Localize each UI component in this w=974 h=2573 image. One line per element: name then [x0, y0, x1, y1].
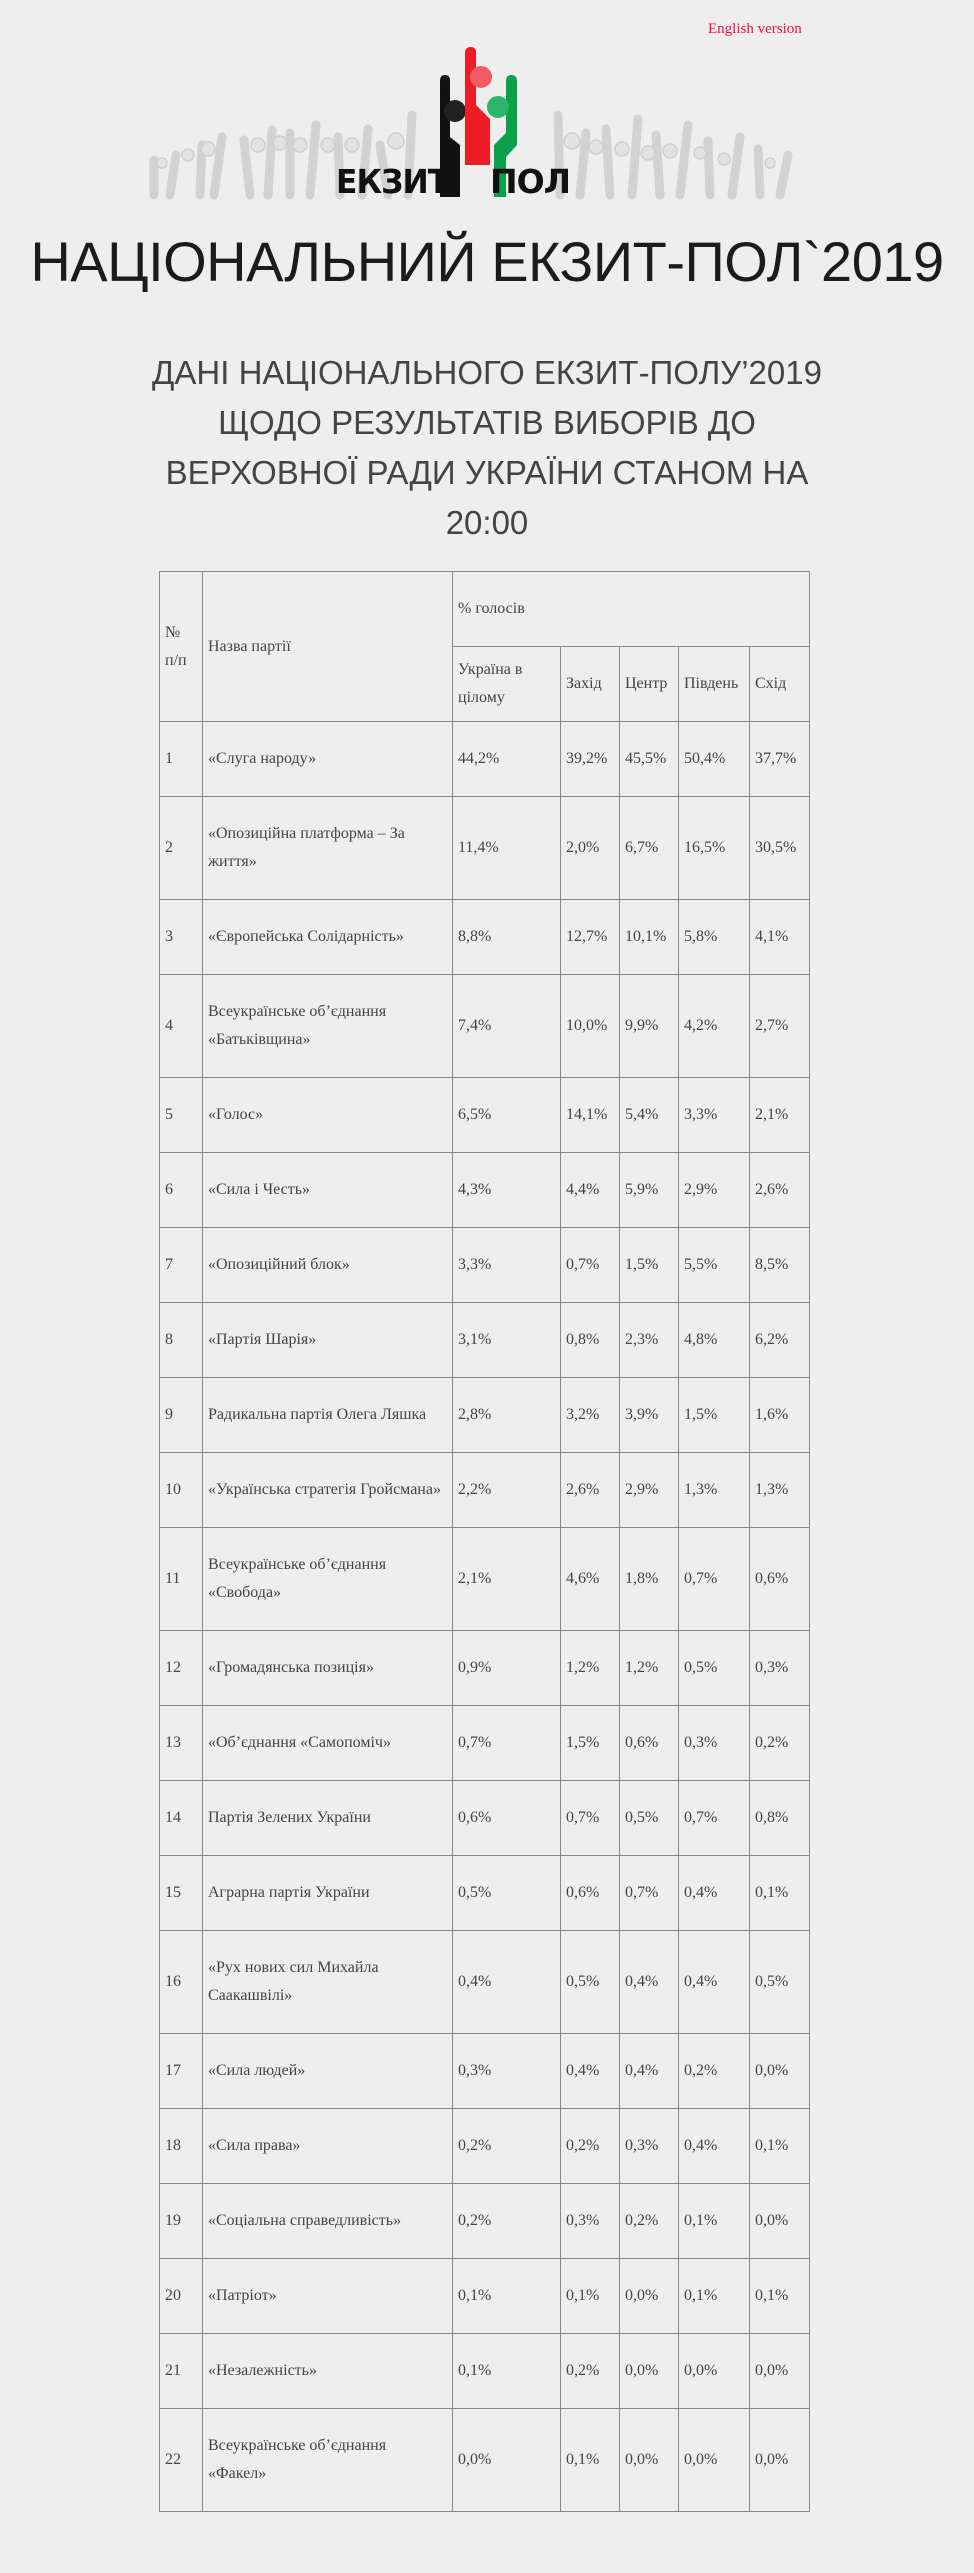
value-center: 6,7% [620, 797, 679, 900]
value-south: 1,3% [679, 1453, 750, 1528]
row-number: 7 [160, 1228, 203, 1303]
row-number: 5 [160, 1078, 203, 1153]
row-number: 12 [160, 1631, 203, 1706]
value-ukraine: 4,3% [453, 1153, 561, 1228]
row-number: 9 [160, 1378, 203, 1453]
party-name: «Опозиційна платформа – За життя» [203, 797, 453, 900]
value-east: 0,0% [750, 2409, 810, 2512]
value-center: 1,5% [620, 1228, 679, 1303]
table-row [160, 1706, 810, 1781]
column-header-east: Схід [750, 647, 810, 722]
value-south: 0,7% [679, 1528, 750, 1631]
value-west: 0,6% [561, 1856, 620, 1931]
value-east: 0,5% [750, 1931, 810, 2034]
party-name: «Опозиційний блок» [203, 1228, 453, 1303]
column-header-south: Південь [679, 647, 750, 722]
value-east: 0,1% [750, 1856, 810, 1931]
party-name: Всеукраїнське об’єднання «Батьківщина» [203, 975, 453, 1078]
table-row [160, 1856, 810, 1931]
value-east: 0,1% [750, 2259, 810, 2334]
value-east: 2,6% [750, 1153, 810, 1228]
value-ukraine: 3,3% [453, 1228, 561, 1303]
value-east: 37,7% [750, 722, 810, 797]
page-title: НАЦІОНАЛЬНИЙ ЕКЗИТ-ПОЛ`2019 [30, 230, 944, 293]
value-west: 39,2% [561, 722, 620, 797]
table-row [160, 1453, 810, 1528]
column-header-ukraine: Україна в цілому [453, 647, 561, 722]
row-number: 15 [160, 1856, 203, 1931]
value-west: 1,5% [561, 1706, 620, 1781]
table-row [160, 900, 810, 975]
value-ukraine: 7,4% [453, 975, 561, 1078]
value-south: 5,5% [679, 1228, 750, 1303]
row-number: 1 [160, 722, 203, 797]
value-center: 5,4% [620, 1078, 679, 1153]
value-south: 0,4% [679, 1931, 750, 2034]
row-number: 16 [160, 1931, 203, 2034]
value-east: 8,5% [750, 1228, 810, 1303]
table-row [160, 2409, 810, 2512]
row-number: 21 [160, 2334, 203, 2409]
value-west: 0,3% [561, 2184, 620, 2259]
party-name: «Рух нових сил Михайла Саакашвілі» [203, 1931, 453, 2034]
row-number: 14 [160, 1781, 203, 1856]
value-east: 0,6% [750, 1528, 810, 1631]
table-row [160, 1931, 810, 2034]
value-ukraine: 0,7% [453, 1706, 561, 1781]
row-number: 22 [160, 2409, 203, 2512]
row-number: 11 [160, 1528, 203, 1631]
value-east: 6,2% [750, 1303, 810, 1378]
value-ukraine: 0,4% [453, 1931, 561, 2034]
value-west: 1,2% [561, 1631, 620, 1706]
row-number: 6 [160, 1153, 203, 1228]
value-east: 0,1% [750, 2109, 810, 2184]
value-ukraine: 8,8% [453, 900, 561, 975]
value-center: 0,5% [620, 1781, 679, 1856]
party-name: «Сила права» [203, 2109, 453, 2184]
value-east: 4,1% [750, 900, 810, 975]
table-row [160, 975, 810, 1078]
party-name: Всеукраїнське об’єднання «Факел» [203, 2409, 453, 2512]
party-name: «Партія Шарія» [203, 1303, 453, 1378]
value-west: 12,7% [561, 900, 620, 975]
value-east: 30,5% [750, 797, 810, 900]
value-center: 2,3% [620, 1303, 679, 1378]
party-name: «Сила людей» [203, 2034, 453, 2109]
value-south: 5,8% [679, 900, 750, 975]
value-south: 0,1% [679, 2184, 750, 2259]
value-center: 0,0% [620, 2409, 679, 2512]
table-row [160, 1078, 810, 1153]
value-west: 0,5% [561, 1931, 620, 2034]
value-west: 3,2% [561, 1378, 620, 1453]
table-row [160, 2184, 810, 2259]
value-center: 45,5% [620, 722, 679, 797]
value-south: 50,4% [679, 722, 750, 797]
value-ukraine: 2,8% [453, 1378, 561, 1453]
value-south: 1,5% [679, 1378, 750, 1453]
value-center: 9,9% [620, 975, 679, 1078]
table-row [160, 722, 810, 797]
party-name: «Сила і Честь» [203, 1153, 453, 1228]
value-west: 0,4% [561, 2034, 620, 2109]
table-row [160, 1228, 810, 1303]
value-ukraine: 0,9% [453, 1631, 561, 1706]
value-center: 0,2% [620, 2184, 679, 2259]
value-east: 2,7% [750, 975, 810, 1078]
value-center: 1,8% [620, 1528, 679, 1631]
row-number: 17 [160, 2034, 203, 2109]
column-header-number: № п/п [160, 572, 203, 722]
value-south: 0,4% [679, 1856, 750, 1931]
table-row [160, 2034, 810, 2109]
party-name: «Українська стратегія Гройсмана» [203, 1453, 453, 1528]
row-number: 2 [160, 797, 203, 900]
party-name: «Незалежність» [203, 2334, 453, 2409]
party-name: «Слуга народу» [203, 722, 453, 797]
value-east: 0,3% [750, 1631, 810, 1706]
table-row [160, 1631, 810, 1706]
value-east: 1,6% [750, 1378, 810, 1453]
value-west: 0,2% [561, 2109, 620, 2184]
column-header-party: Назва партії [203, 572, 453, 722]
value-south: 0,3% [679, 1706, 750, 1781]
column-header-center: Центр [620, 647, 679, 722]
value-west: 0,8% [561, 1303, 620, 1378]
value-ukraine: 0,0% [453, 2409, 561, 2512]
value-east: 0,8% [750, 1781, 810, 1856]
party-name: «Соціальна справедливість» [203, 2184, 453, 2259]
value-ukraine: 0,2% [453, 2184, 561, 2259]
table-row [160, 1781, 810, 1856]
column-header-votes: % голосів [453, 572, 810, 647]
value-east: 0,0% [750, 2034, 810, 2109]
results-table [159, 571, 810, 2512]
value-ukraine: 3,1% [453, 1303, 561, 1378]
value-west: 0,7% [561, 1781, 620, 1856]
value-center: 1,2% [620, 1631, 679, 1706]
value-ukraine: 2,1% [453, 1528, 561, 1631]
logo-word-left: ЕКЗИТ [336, 162, 449, 201]
value-center: 0,4% [620, 1931, 679, 2034]
value-south: 2,9% [679, 1153, 750, 1228]
party-name: «Об’єднання «Самопоміч» [203, 1706, 453, 1781]
value-ukraine: 0,2% [453, 2109, 561, 2184]
value-south: 0,0% [679, 2334, 750, 2409]
english-version-link[interactable]: English version [708, 21, 802, 37]
table-row [160, 1303, 810, 1378]
value-center: 3,9% [620, 1378, 679, 1453]
table-row [160, 1378, 810, 1453]
value-center: 10,1% [620, 900, 679, 975]
row-number: 3 [160, 900, 203, 975]
party-name: «Європейська Солідарність» [203, 900, 453, 975]
party-name: Партія Зелених України [203, 1781, 453, 1856]
value-center: 0,0% [620, 2334, 679, 2409]
value-west: 14,1% [561, 1078, 620, 1153]
value-ukraine: 6,5% [453, 1078, 561, 1153]
table-row [160, 1528, 810, 1631]
value-south: 4,2% [679, 975, 750, 1078]
party-name: «Голос» [203, 1078, 453, 1153]
value-south: 0,4% [679, 2109, 750, 2184]
table-row [160, 1153, 810, 1228]
value-south: 4,8% [679, 1303, 750, 1378]
column-header-west: Захід [561, 647, 620, 722]
value-south: 0,1% [679, 2259, 750, 2334]
value-east: 0,0% [750, 2334, 810, 2409]
results-table-body [160, 722, 810, 2512]
value-east: 1,3% [750, 1453, 810, 1528]
value-west: 4,4% [561, 1153, 620, 1228]
value-west: 0,7% [561, 1228, 620, 1303]
value-south: 16,5% [679, 797, 750, 900]
crowd-hands-icon [140, 45, 830, 245]
value-west: 10,0% [561, 975, 620, 1078]
row-number: 8 [160, 1303, 203, 1378]
value-ukraine: 0,5% [453, 1856, 561, 1931]
party-name: «Патріот» [203, 2259, 453, 2334]
row-number: 18 [160, 2109, 203, 2184]
value-south: 0,5% [679, 1631, 750, 1706]
value-west: 2,0% [561, 797, 620, 900]
value-ukraine: 2,2% [453, 1453, 561, 1528]
value-center: 0,4% [620, 2034, 679, 2109]
row-number: 10 [160, 1453, 203, 1528]
exit-poll-logo [140, 45, 830, 245]
logo-word-right: ПОЛ [490, 162, 571, 201]
value-west: 4,6% [561, 1528, 620, 1631]
value-west: 0,1% [561, 2259, 620, 2334]
party-name: Радикальна партія Олега Ляшка [203, 1378, 453, 1453]
value-west: 0,2% [561, 2334, 620, 2409]
party-name: «Громадянська позиція» [203, 1631, 453, 1706]
value-center: 0,6% [620, 1706, 679, 1781]
value-ukraine: 11,4% [453, 797, 561, 900]
table-row [160, 2109, 810, 2184]
row-number: 4 [160, 975, 203, 1078]
value-west: 0,1% [561, 2409, 620, 2512]
value-ukraine: 0,1% [453, 2334, 561, 2409]
value-east: 2,1% [750, 1078, 810, 1153]
party-name: Аграрна партія України [203, 1856, 453, 1931]
party-name: Всеукраїнське об’єднання «Свобода» [203, 1528, 453, 1631]
value-south: 0,7% [679, 1781, 750, 1856]
table-row [160, 2259, 810, 2334]
value-ukraine: 44,2% [453, 722, 561, 797]
value-center: 5,9% [620, 1153, 679, 1228]
value-center: 0,3% [620, 2109, 679, 2184]
row-number: 20 [160, 2259, 203, 2334]
value-center: 0,7% [620, 1856, 679, 1931]
row-number: 13 [160, 1706, 203, 1781]
table-row [160, 797, 810, 900]
value-south: 0,0% [679, 2409, 750, 2512]
value-center: 2,9% [620, 1453, 679, 1528]
value-ukraine: 0,3% [453, 2034, 561, 2109]
value-south: 0,2% [679, 2034, 750, 2109]
value-east: 0,0% [750, 2184, 810, 2259]
value-center: 0,0% [620, 2259, 679, 2334]
row-number: 19 [160, 2184, 203, 2259]
value-south: 3,3% [679, 1078, 750, 1153]
value-east: 0,2% [750, 1706, 810, 1781]
page-subtitle: ДАНІ НАЦІОНАЛЬНОГО ЕКЗИТ-ПОЛУ’2019 ЩОДО РЕЗУЛЬТАТІВ ВИБОРІВ ДО ВЕРХОВНОЇ РАДИ УКРАЇНИ СТАНОМ НА 20:00 [152, 354, 822, 541]
value-west: 2,6% [561, 1453, 620, 1528]
table-row [160, 2334, 810, 2409]
value-ukraine: 0,1% [453, 2259, 561, 2334]
value-ukraine: 0,6% [453, 1781, 561, 1856]
